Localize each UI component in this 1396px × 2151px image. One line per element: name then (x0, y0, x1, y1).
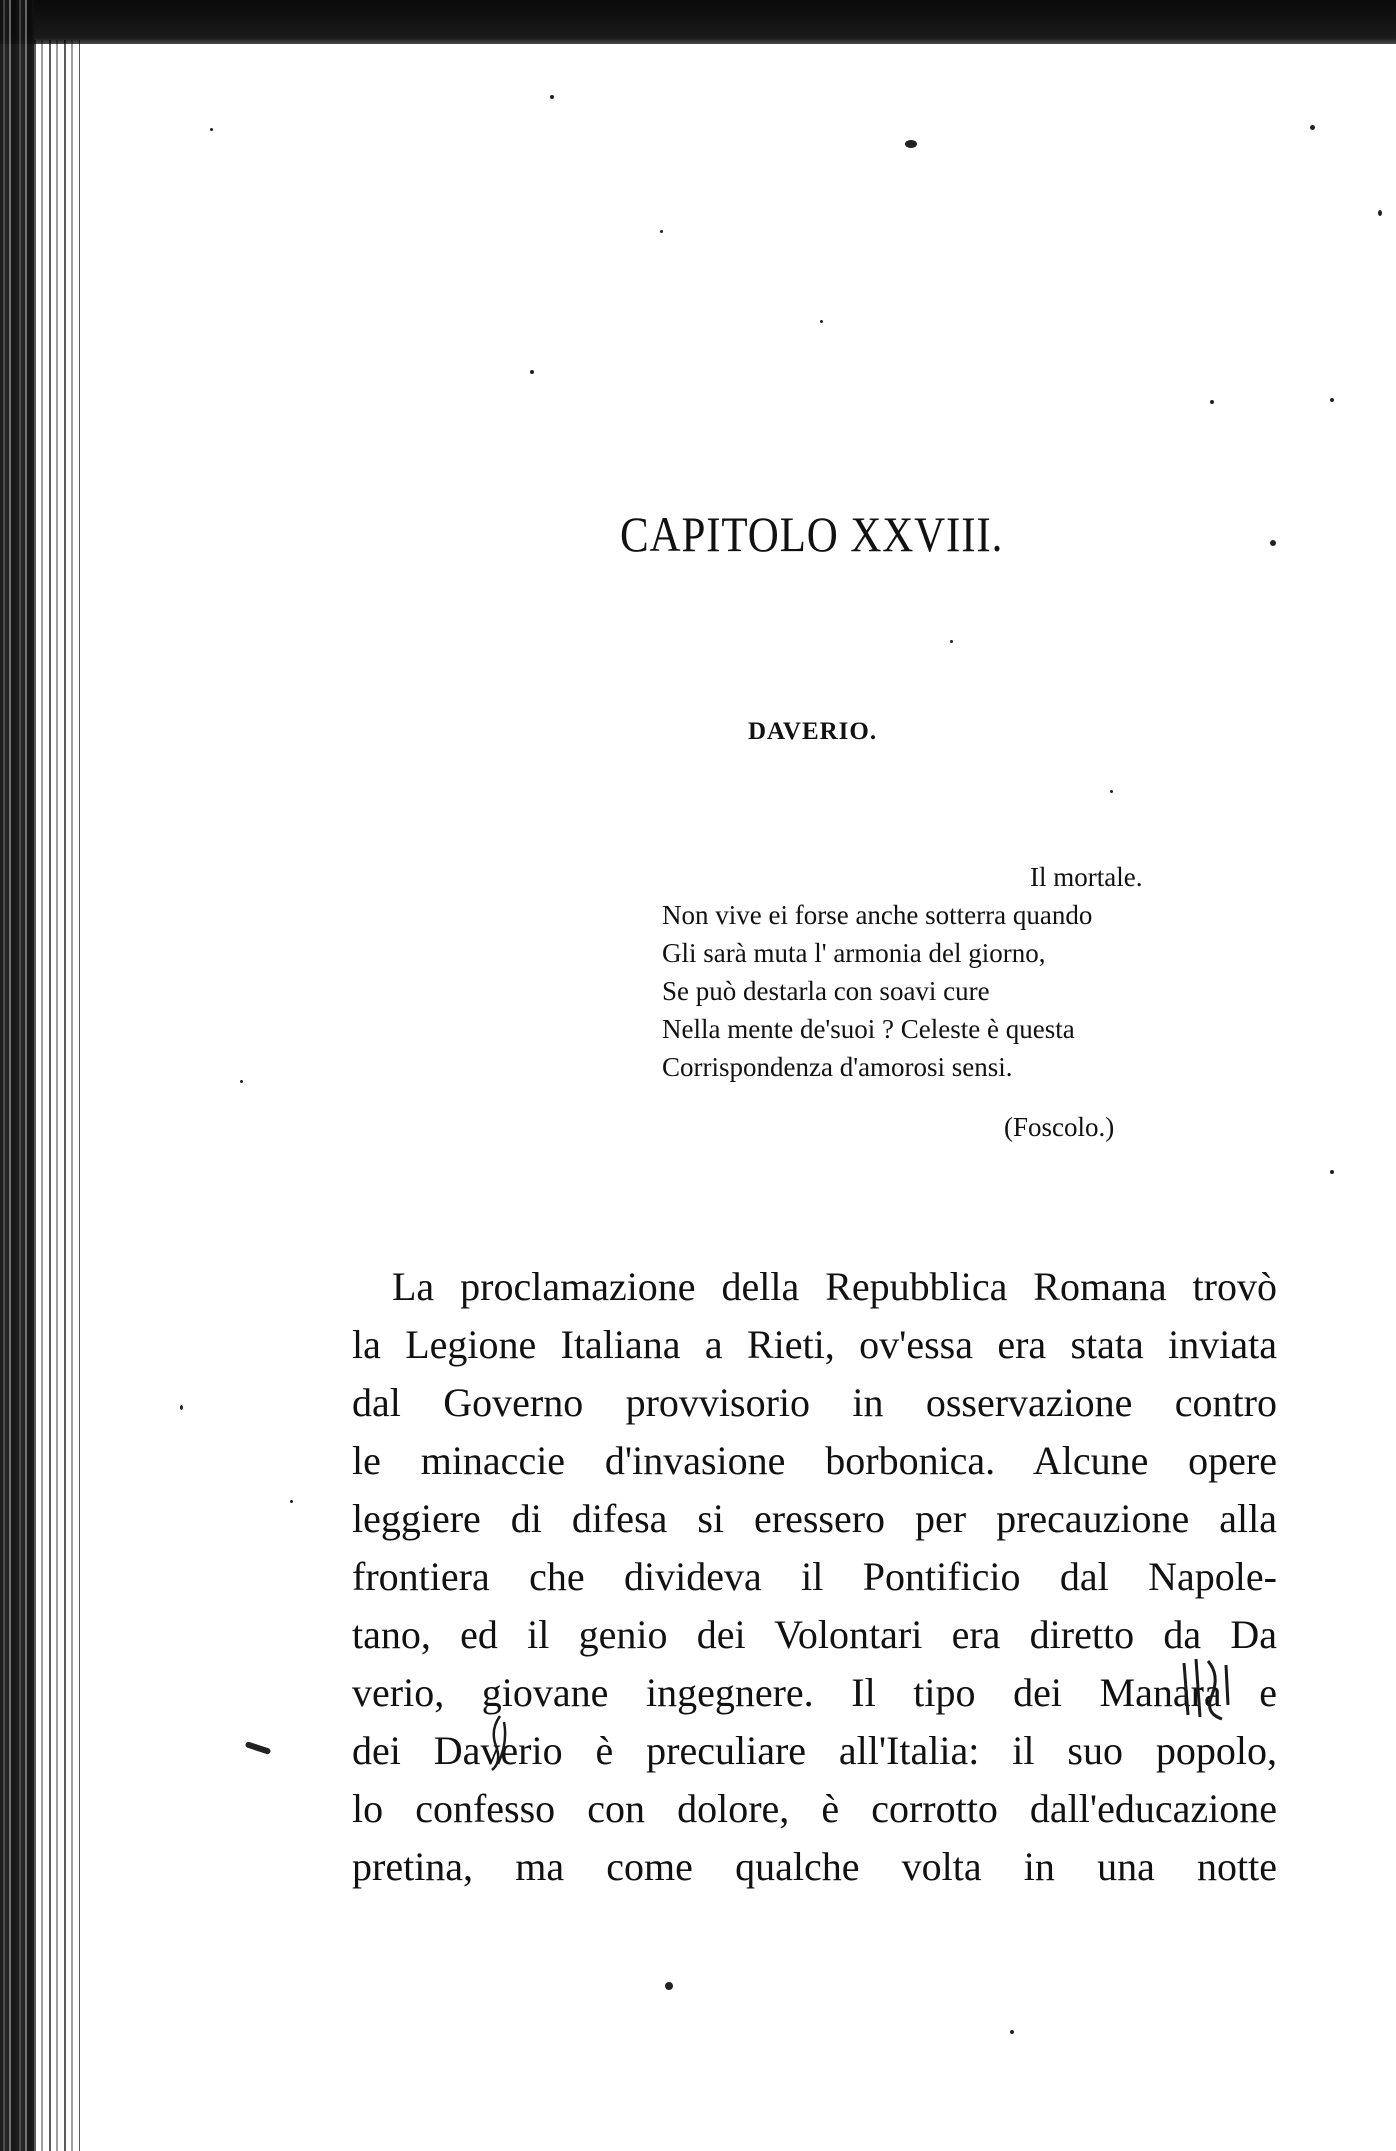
body-line: dei Daverio è preculiare all'Italia: il suo popolo, (352, 1728, 1277, 1773)
body-paragraph (352, 1258, 1277, 1896)
handwritten-annotation-mark (486, 1712, 512, 1774)
body-line: leggiere di difesa si eressero per precauzione alla (352, 1496, 1277, 1541)
epigraph-line: Gli sarà muta l' armonia del giorno, (662, 938, 1046, 968)
body-line: verio, giovane ingegnere. Il tipo dei Manara e (352, 1670, 1277, 1715)
scan-binding-shadow (34, 40, 80, 2151)
body-line: le minaccie d'invasione borbonica. Alcune opere (352, 1438, 1277, 1483)
body-line: frontiera che divideva il Pontificio dal Napole- (352, 1554, 1277, 1599)
epigraph-line: Corrispondenza d'amorosi sensi. (662, 1052, 1013, 1082)
body-line: La proclamazione della Repubblica Romana trovò (392, 1264, 1277, 1309)
epigraph (662, 858, 1142, 1086)
epigraph-line: Non vive ei forse anche sotterra quando (662, 900, 1093, 930)
epigraph-attribution: (Foscolo.) (1004, 1112, 1115, 1142)
body-line: dal Governo provvisorio in osservazione contro (352, 1380, 1277, 1425)
scan-top-edge (0, 0, 1396, 44)
epigraph-line: Nella mente de'suoi ? Celeste è questa (662, 1014, 1075, 1044)
epigraph-line: Se può destarla con soavi cure (662, 976, 990, 1006)
chapter-subtitle: DAVERIO. (748, 718, 878, 745)
body-line: la Legione Italiana a Rieti, ov'essa era stata inviata (352, 1322, 1277, 1367)
body-line: pretina, ma come qualche volta in una notte (352, 1844, 1277, 1889)
handwritten-annotation-mark (1178, 1655, 1238, 1727)
scan-binding-edge (0, 0, 34, 2151)
chapter-title: CAPITOLO XXVIII. (620, 506, 1004, 562)
epigraph-line: Il mortale. (1030, 862, 1143, 892)
body-line: lo confesso con dolore, è corrotto dall'educazione (352, 1786, 1277, 1831)
body-line: tano, ed il genio dei Volontari era diretto da Da (352, 1612, 1277, 1657)
